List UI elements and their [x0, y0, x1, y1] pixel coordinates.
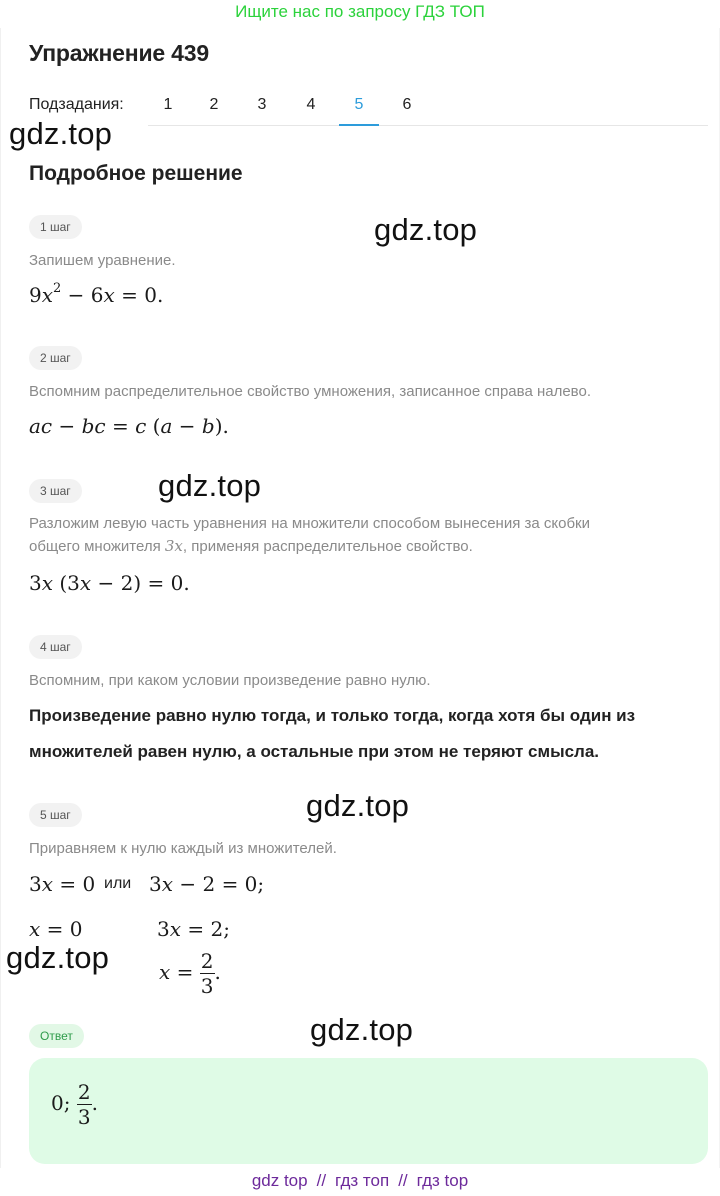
step-5-eq-left-2: x = 0: [29, 917, 83, 941]
subtask-tab-3[interactable]: 3: [257, 96, 267, 113]
step-3-note-line1: Разложим левую часть уравнения на множители способом вынесения за скобки: [29, 515, 590, 532]
footer-separator: //: [398, 1171, 408, 1190]
subtask-tabs: [148, 88, 708, 126]
watermark: gdz.top: [158, 468, 262, 503]
footer-separator: //: [316, 1171, 327, 1190]
step-5-eq-left-1: 3x = 0: [29, 872, 96, 896]
step-2-note: Вспомним распределительное свойство умножения, записанное справа налево.: [29, 383, 591, 400]
step-4-note: Вспомним, при каком условии произведение равно нулю.: [29, 672, 431, 689]
watermark: gdz.top: [6, 940, 110, 975]
footer-link-3[interactable]: гдз top: [416, 1171, 469, 1190]
step-5-eq-right-1: 3x − 2 = 0;: [149, 872, 265, 896]
footer-links: [0, 1170, 720, 1192]
step-4-badge: 4 шаг: [29, 635, 82, 659]
step-5-or-word: или: [104, 875, 132, 892]
subtask-tab-6[interactable]: 6: [402, 96, 412, 113]
step-5-note: Приравняем к нулю каждый из множителей.: [29, 840, 337, 857]
answer-box: [29, 1058, 708, 1164]
step-3-equation: 3x (3x − 2) = 0.: [29, 571, 190, 595]
step-4-rule: Произведение равно нулю тогда, и только тогда, когда хотя бы один из множителей равен нулю, а остальные при этом не теряют смысла.: [29, 706, 636, 761]
footer-link-2[interactable]: гдз топ: [335, 1171, 390, 1190]
step-5-badge: 5 шаг: [29, 803, 82, 827]
watermark: gdz.top: [9, 116, 113, 151]
step-1-note: Запишем уравнение.: [29, 252, 176, 269]
subtask-tab-5-active[interactable]: 5: [339, 88, 379, 126]
promo-banner: Ищите нас по запросу ГДЗ ТОП: [235, 2, 485, 21]
subtask-tab-4[interactable]: 4: [306, 96, 316, 113]
step-3-note-line2-end: , применяя распределительное свойство.: [182, 538, 473, 555]
watermark: gdz.top: [310, 1012, 414, 1047]
step-3-badge: 3 шаг: [29, 479, 82, 503]
step-3-note-line2: общего множителя: [29, 538, 161, 555]
page-title: Упражнение 439: [29, 40, 209, 66]
watermark: gdz.top: [306, 788, 410, 823]
step-1-equation: $9x^2 - 6x = 0$.: [29, 281, 164, 307]
step-5-eq-right-2: 3x = 2;: [157, 917, 230, 941]
step-2-badge: 2 шаг: [29, 346, 82, 370]
step-1-badge: 1 шаг: [29, 215, 82, 239]
footer-link-1[interactable]: gdz top: [251, 1171, 308, 1190]
subtasks-label: Подзадания:: [29, 96, 124, 113]
answer-value: 0; $\frac{2}{3}$ .: [51, 1080, 98, 1129]
section-title: Подробное решение: [29, 162, 243, 185]
step-2-equation: ac − bc = c (a − b).: [29, 414, 229, 438]
card-right-edge: [714, 28, 720, 1168]
step-3-note-math: 3x: [164, 537, 183, 555]
subtask-tab-1[interactable]: 1: [163, 96, 173, 113]
subtask-tab-2[interactable]: 2: [209, 96, 219, 113]
step-5-eq-right-3: x = $\frac{2}{3}$ .: [159, 949, 221, 998]
answer-badge: Ответ: [29, 1024, 84, 1048]
watermark: gdz.top: [374, 212, 478, 247]
step-3-note: [29, 512, 659, 558]
card-left-edge: [0, 28, 10, 1168]
